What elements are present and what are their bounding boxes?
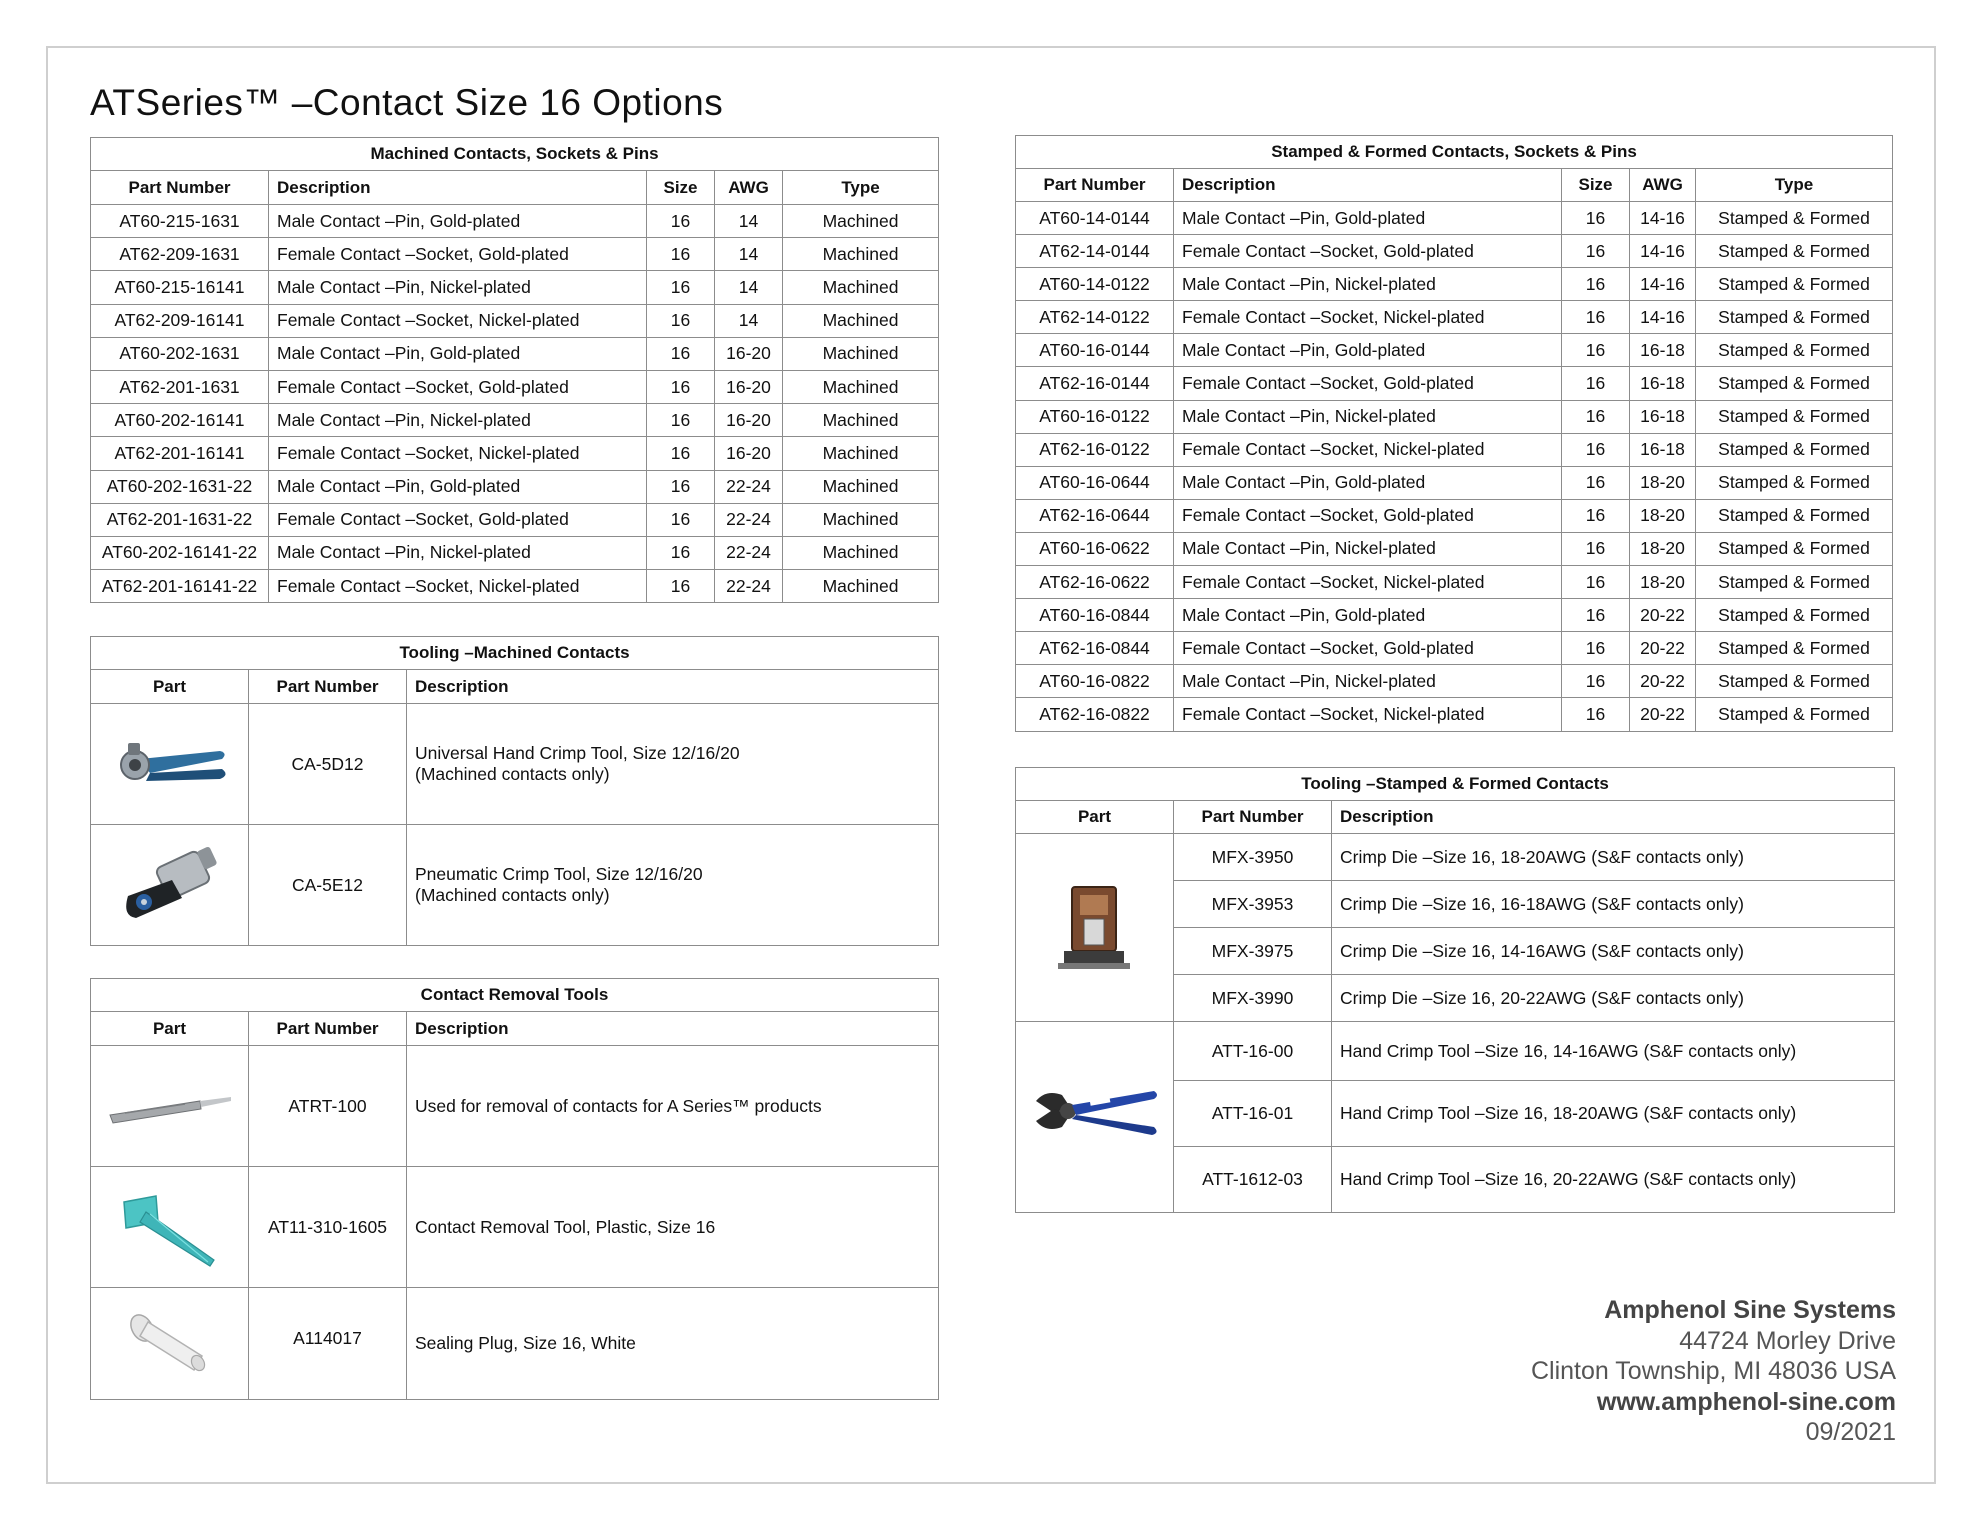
size: 16: [647, 304, 715, 337]
column-header: Part: [1016, 801, 1174, 834]
description: Female Contact –Socket, Nickel-plated: [269, 437, 647, 470]
part-number: A114017: [249, 1288, 407, 1400]
table-row: [1016, 433, 1893, 466]
size: 16: [647, 370, 715, 403]
table-row: [1016, 301, 1893, 334]
type: Machined: [783, 437, 939, 470]
size: 16: [1562, 433, 1630, 466]
part-number: AT60-16-0844: [1016, 599, 1174, 632]
description: Crimp Die –Size 16, 18-20AWG (S&F contacts only): [1332, 834, 1895, 881]
description: Used for removal of contacts for A Series™ products: [407, 1046, 939, 1167]
document-date: 09/2021: [1805, 1418, 1896, 1446]
awg: 14: [715, 238, 783, 271]
part-number: AT60-202-1631: [91, 337, 269, 370]
column-header: Type: [783, 171, 939, 205]
type: Machined: [783, 205, 939, 238]
part-number: AT60-202-1631-22: [91, 470, 269, 503]
hand-crimp-tool-icon: [91, 704, 249, 825]
column-header: Size: [647, 171, 715, 205]
column-header: Part Number: [91, 171, 269, 205]
description: Sealing Plug, Size 16, White: [407, 1288, 939, 1400]
awg: 14-16: [1630, 301, 1696, 334]
awg: 14-16: [1630, 268, 1696, 301]
table-row: [91, 404, 939, 437]
table-row: [91, 704, 939, 825]
type: Stamped & Formed: [1696, 599, 1893, 632]
metal-removal-tool-icon: [91, 1046, 249, 1167]
description: Pneumatic Crimp Tool, Size 12/16/20 (Machined contacts only): [407, 825, 939, 946]
stamped-formed-contacts-table: [1015, 135, 1893, 732]
type: Stamped & Formed: [1696, 698, 1893, 731]
size: 16: [647, 205, 715, 238]
description: Hand Crimp Tool –Size 16, 18-20AWG (S&F contacts only): [1332, 1081, 1895, 1147]
awg: 14: [715, 205, 783, 238]
description: Female Contact –Socket, Nickel-plated: [269, 304, 647, 337]
awg: 14-16: [1630, 202, 1696, 235]
column-header: Description: [1332, 801, 1895, 834]
awg: 16-20: [715, 404, 783, 437]
part-number: MFX-3975: [1174, 928, 1332, 975]
description: Female Contact –Socket, Nickel-plated: [1174, 566, 1562, 599]
type: Machined: [783, 404, 939, 437]
table-row: [91, 1288, 939, 1400]
column-header: Part: [91, 670, 249, 704]
table-caption: Machined Contacts, Sockets & Pins: [91, 138, 939, 171]
table-row: [91, 337, 939, 370]
part-number: MFX-3950: [1174, 834, 1332, 881]
city-address: Clinton Township, MI 48036 USA: [1530, 1357, 1896, 1385]
part-number: AT62-209-16141: [91, 304, 269, 337]
table-row: [1016, 334, 1893, 367]
part-number: AT62-16-0122: [1016, 433, 1174, 466]
size: 16: [647, 570, 715, 603]
page-title: ATSeries™ –Contact Size 16 Options: [90, 82, 724, 123]
part-number: AT60-14-0122: [1016, 268, 1174, 301]
part-number: AT11-310-1605: [249, 1167, 407, 1288]
part-number: AT60-202-16141: [91, 404, 269, 437]
awg: 20-22: [1630, 698, 1696, 731]
table-row: [1016, 268, 1893, 301]
part-number: ATRT-100: [249, 1046, 407, 1167]
sealing-plug-icon: [91, 1288, 249, 1400]
column-header: Part Number: [249, 670, 407, 704]
description: Crimp Die –Size 16, 14-16AWG (S&F contacts only): [1332, 928, 1895, 975]
part-number: AT62-209-1631: [91, 238, 269, 271]
description: Female Contact –Socket, Gold-plated: [269, 370, 647, 403]
part-number: AT62-16-0822: [1016, 698, 1174, 731]
size: 16: [647, 404, 715, 437]
description: Male Contact –Pin, Gold-plated: [269, 337, 647, 370]
awg: 18-20: [1630, 566, 1696, 599]
size: 16: [1562, 499, 1630, 532]
table-row: [91, 470, 939, 503]
type: Stamped & Formed: [1696, 202, 1893, 235]
sf-hand-crimp-tool-icon: [1016, 1022, 1174, 1213]
type: Stamped & Formed: [1696, 235, 1893, 268]
size: 16: [647, 337, 715, 370]
table-row: [1016, 566, 1893, 599]
description: Female Contact –Socket, Gold-plated: [269, 503, 647, 536]
table-caption: Tooling –Stamped & Formed Contacts: [1016, 768, 1895, 801]
type: Stamped & Formed: [1696, 268, 1893, 301]
column-header: AWG: [715, 171, 783, 205]
size: 16: [1562, 532, 1630, 565]
part-number: AT62-16-0622: [1016, 566, 1174, 599]
description: Male Contact –Pin, Gold-plated: [1174, 466, 1562, 499]
description: Male Contact –Pin, Gold-plated: [1174, 599, 1562, 632]
table-caption: Stamped & Formed Contacts, Sockets & Pins: [1016, 136, 1893, 169]
part-number: AT62-16-0844: [1016, 632, 1174, 665]
type: Machined: [783, 470, 939, 503]
description: Female Contact –Socket, Nickel-plated: [1174, 698, 1562, 731]
type: Stamped & Formed: [1696, 466, 1893, 499]
description: Crimp Die –Size 16, 16-18AWG (S&F contacts only): [1332, 881, 1895, 928]
type: Machined: [783, 337, 939, 370]
description: Female Contact –Socket, Gold-plated: [1174, 632, 1562, 665]
description: Contact Removal Tool, Plastic, Size 16: [407, 1167, 939, 1288]
description: Male Contact –Pin, Gold-plated: [1174, 202, 1562, 235]
type: Stamped & Formed: [1696, 566, 1893, 599]
type: Stamped & Formed: [1696, 632, 1893, 665]
table-row: [1016, 599, 1893, 632]
column-header: Description: [269, 171, 647, 205]
table-row: [91, 205, 939, 238]
description: Female Contact –Socket, Gold-plated: [1174, 367, 1562, 400]
size: 16: [647, 271, 715, 304]
description: Hand Crimp Tool –Size 16, 20-22AWG (S&F contacts only): [1332, 1147, 1895, 1213]
size: 16: [647, 470, 715, 503]
awg: 16-20: [715, 337, 783, 370]
crimp-die-icon: [1016, 834, 1174, 1022]
awg: 16-18: [1630, 433, 1696, 466]
table-row: [1016, 532, 1893, 565]
type: Stamped & Formed: [1696, 301, 1893, 334]
awg: 22-24: [715, 470, 783, 503]
column-header: Description: [1174, 169, 1562, 202]
size: 16: [1562, 268, 1630, 301]
table-row: [91, 271, 939, 304]
awg: 16-20: [715, 437, 783, 470]
description: Female Contact –Socket, Gold-plated: [1174, 499, 1562, 532]
column-header: Part Number: [1174, 801, 1332, 834]
type: Stamped & Formed: [1696, 334, 1893, 367]
size: 16: [1562, 632, 1630, 665]
description: Female Contact –Socket, Nickel-plated: [1174, 433, 1562, 466]
description: Female Contact –Socket, Nickel-plated: [1174, 301, 1562, 334]
size: 16: [1562, 334, 1630, 367]
description: Male Contact –Pin, Nickel-plated: [269, 404, 647, 437]
type: Machined: [783, 238, 939, 271]
column-header: Description: [407, 1012, 939, 1046]
plastic-removal-tool-icon: [91, 1167, 249, 1288]
table-row: [91, 1167, 939, 1288]
size: 16: [1562, 367, 1630, 400]
type: Machined: [783, 503, 939, 536]
description: Male Contact –Pin, Gold-plated: [1174, 334, 1562, 367]
awg: 16-18: [1630, 334, 1696, 367]
table-row: [1016, 632, 1893, 665]
pneumatic-crimp-tool-icon: [91, 825, 249, 946]
size: 16: [1562, 698, 1630, 731]
part-number: AT60-16-0622: [1016, 532, 1174, 565]
column-header: Part: [91, 1012, 249, 1046]
awg: 14-16: [1630, 235, 1696, 268]
part-number: AT60-16-0122: [1016, 400, 1174, 433]
type: Stamped & Formed: [1696, 367, 1893, 400]
description: Male Contact –Pin, Gold-plated: [269, 470, 647, 503]
awg: 18-20: [1630, 499, 1696, 532]
size: 16: [1562, 665, 1630, 698]
table-row: [1016, 202, 1893, 235]
street-address: 44724 Morley Drive: [1679, 1326, 1896, 1355]
size: 16: [1562, 466, 1630, 499]
size: 16: [1562, 566, 1630, 599]
table-row: [91, 304, 939, 337]
table-row: [91, 536, 939, 569]
awg: 16-18: [1630, 367, 1696, 400]
table-row: [91, 825, 939, 946]
company-name: Amphenol Sine Systems: [1604, 1296, 1896, 1324]
part-number: AT60-14-0144: [1016, 202, 1174, 235]
machined-contacts-table: [90, 137, 939, 603]
awg: 22-24: [715, 503, 783, 536]
part-number: AT60-215-16141: [91, 271, 269, 304]
column-header: AWG: [1630, 169, 1696, 202]
part-number: AT60-16-0644: [1016, 466, 1174, 499]
size: 16: [1562, 599, 1630, 632]
awg: 22-24: [715, 570, 783, 603]
description: Male Contact –Pin, Nickel-plated: [269, 271, 647, 304]
company-address: [1531, 1295, 1896, 1448]
awg: 16-20: [715, 370, 783, 403]
part-number: AT60-215-1631: [91, 205, 269, 238]
size: 16: [647, 503, 715, 536]
part-number: AT62-201-1631: [91, 370, 269, 403]
table-caption: Tooling –Machined Contacts: [91, 637, 939, 670]
awg: 20-22: [1630, 599, 1696, 632]
part-number: MFX-3990: [1174, 975, 1332, 1022]
part-number: AT62-201-16141: [91, 437, 269, 470]
description: Universal Hand Crimp Tool, Size 12/16/20 (Machined contacts only): [407, 704, 939, 825]
part-number: AT62-201-16141-22: [91, 570, 269, 603]
description: Female Contact –Socket, Nickel-plated: [269, 570, 647, 603]
type: Machined: [783, 304, 939, 337]
type: Machined: [783, 536, 939, 569]
awg: 20-22: [1630, 665, 1696, 698]
type: Machined: [783, 271, 939, 304]
part-number: ATT-1612-03: [1174, 1147, 1332, 1213]
part-number: AT62-14-0122: [1016, 301, 1174, 334]
part-number: CA-5D12: [249, 704, 407, 825]
description: Male Contact –Pin, Nickel-plated: [1174, 268, 1562, 301]
part-number: AT62-14-0144: [1016, 235, 1174, 268]
description: Male Contact –Pin, Gold-plated: [269, 205, 647, 238]
table-row: [91, 370, 939, 403]
awg: 18-20: [1630, 532, 1696, 565]
column-header: Size: [1562, 169, 1630, 202]
column-header: Description: [407, 670, 939, 704]
size: 16: [647, 536, 715, 569]
type: Stamped & Formed: [1696, 665, 1893, 698]
column-header: Type: [1696, 169, 1893, 202]
size: 16: [1562, 202, 1630, 235]
size: 16: [1562, 400, 1630, 433]
table-row: [1016, 665, 1893, 698]
awg: 14: [715, 304, 783, 337]
description: Crimp Die –Size 16, 20-22AWG (S&F contacts only): [1332, 975, 1895, 1022]
part-number: AT62-201-1631-22: [91, 503, 269, 536]
table-caption: Contact Removal Tools: [91, 979, 939, 1012]
website-link[interactable]: www.amphenol-sine.com: [1596, 1387, 1896, 1416]
part-number: ATT-16-00: [1174, 1022, 1332, 1081]
column-header: Part Number: [249, 1012, 407, 1046]
table-row: [91, 570, 939, 603]
description: Male Contact –Pin, Nickel-plated: [1174, 532, 1562, 565]
awg: 22-24: [715, 536, 783, 569]
part-number: MFX-3953: [1174, 881, 1332, 928]
part-number: AT62-16-0144: [1016, 367, 1174, 400]
table-row: [91, 1046, 939, 1167]
size: 16: [1562, 235, 1630, 268]
table-row: [1016, 1022, 1895, 1081]
awg: 14: [715, 271, 783, 304]
part-number: CA-5E12: [249, 825, 407, 946]
description: Male Contact –Pin, Nickel-plated: [269, 536, 647, 569]
size: 16: [647, 437, 715, 470]
type: Stamped & Formed: [1696, 433, 1893, 466]
type: Stamped & Formed: [1696, 532, 1893, 565]
table-row: [91, 238, 939, 271]
size: 16: [1562, 301, 1630, 334]
awg: 16-18: [1630, 400, 1696, 433]
table-row: [1016, 466, 1893, 499]
description: Male Contact –Pin, Nickel-plated: [1174, 665, 1562, 698]
description: Male Contact –Pin, Nickel-plated: [1174, 400, 1562, 433]
description: Female Contact –Socket, Gold-plated: [269, 238, 647, 271]
part-number: AT60-16-0822: [1016, 665, 1174, 698]
table-row: [1016, 834, 1895, 881]
column-header: Part Number: [1016, 169, 1174, 202]
tooling-stamped-formed-table: [1015, 767, 1895, 1213]
table-row: [1016, 235, 1893, 268]
size: 16: [647, 238, 715, 271]
part-number: AT60-202-16141-22: [91, 536, 269, 569]
table-row: [1016, 400, 1893, 433]
awg: 20-22: [1630, 632, 1696, 665]
part-number: ATT-16-01: [1174, 1081, 1332, 1147]
awg: 18-20: [1630, 466, 1696, 499]
description: Hand Crimp Tool –Size 16, 14-16AWG (S&F contacts only): [1332, 1022, 1895, 1081]
type: Stamped & Formed: [1696, 400, 1893, 433]
table-row: [1016, 499, 1893, 532]
type: Machined: [783, 370, 939, 403]
part-number: AT60-16-0144: [1016, 334, 1174, 367]
part-number: AT62-16-0644: [1016, 499, 1174, 532]
table-row: [1016, 367, 1893, 400]
type: Stamped & Formed: [1696, 499, 1893, 532]
table-row: [91, 503, 939, 536]
description: Female Contact –Socket, Gold-plated: [1174, 235, 1562, 268]
contact-removal-tools-table: [90, 978, 939, 1400]
table-row: [91, 437, 939, 470]
table-row: [1016, 698, 1893, 731]
tooling-machined-table: [90, 636, 939, 946]
type: Machined: [783, 570, 939, 603]
